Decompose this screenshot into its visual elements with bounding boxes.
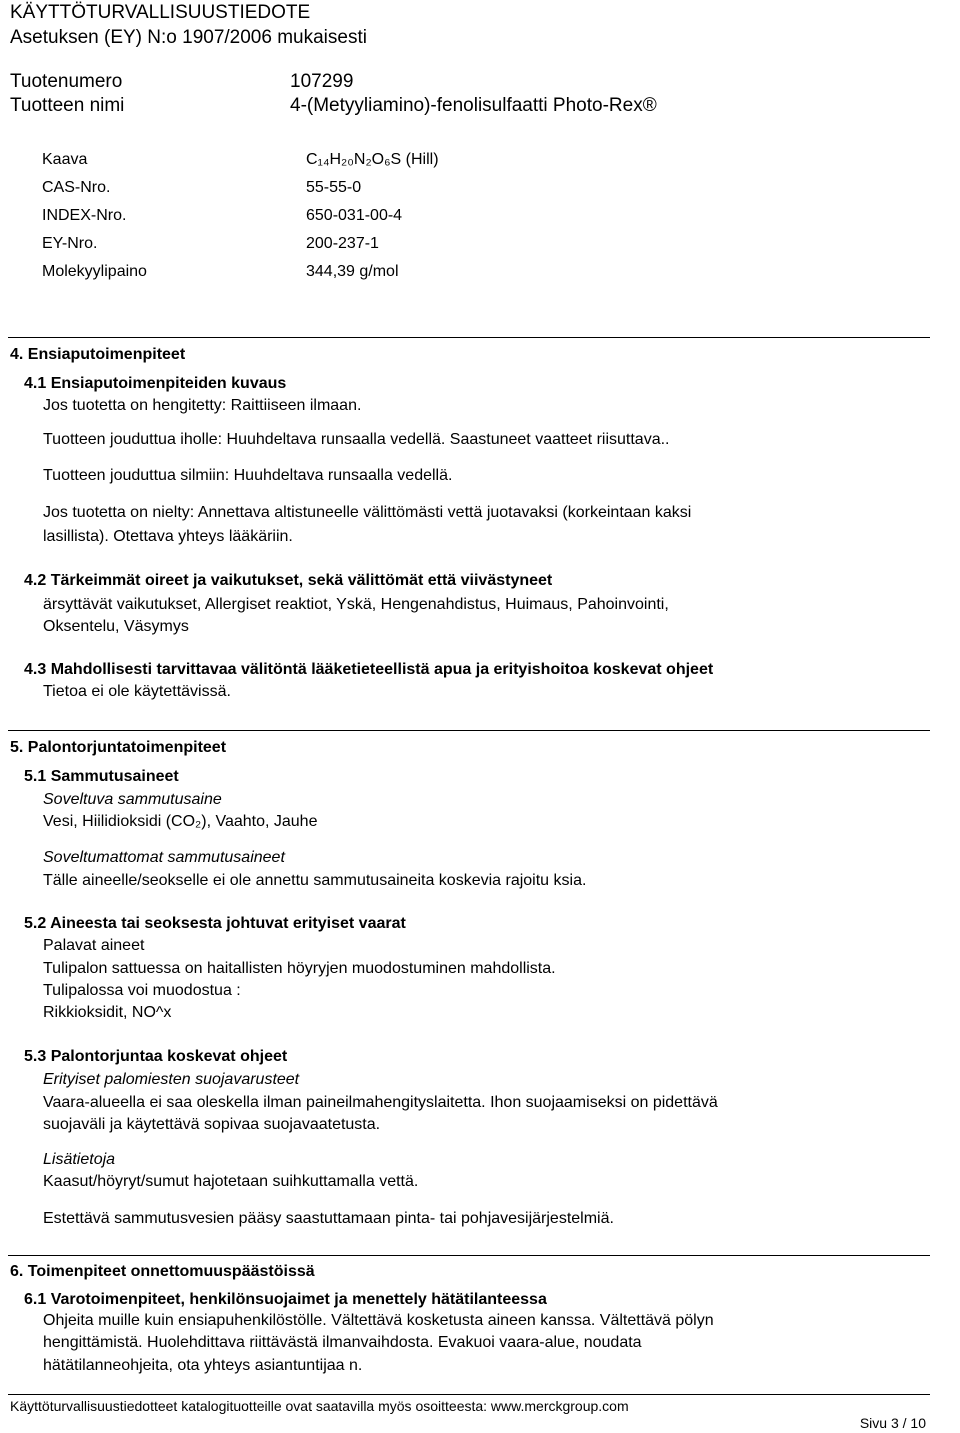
mw-value: 344,39 g/mol	[306, 263, 399, 280]
page-number: Sivu 3 / 10	[859, 1415, 926, 1431]
cas-value: 55-55-0	[306, 179, 362, 196]
suitable-media-label: Soveltuva sammutusaine	[43, 791, 222, 808]
section-5-title: 5. Palontorjuntatoimenpiteet	[10, 739, 227, 756]
s4-inhalation: Jos tuotetta on hengitetty: Raittiiseen ilmaan.	[43, 397, 362, 414]
further-info-label: Lisätietoja	[43, 1151, 116, 1168]
section-5-1-title: 5.1 Sammutusaineet	[24, 768, 179, 785]
s6-1-line-1: Ohjeita muille kuin ensiapuhenkilöstölle. Vältettävä kosketusta aineen kanssa. Vältettävä pölyn	[43, 1312, 714, 1329]
s5-2-line-3: Tulipalossa voi muodostua :	[43, 982, 241, 999]
unsuitable-media-text: Tälle aineelle/seokselle ei ole annettu sammutusaineita koskevia rajoitu ksia.	[43, 872, 587, 889]
ppe-line-1: Vaara-alueella ei saa oleskella ilman paineilmahengityslaitetta. Ihon suojaamiseksi on pidettävä	[43, 1094, 718, 1111]
cas-label: CAS-Nro.	[42, 179, 111, 196]
s4-2-text-2: Oksentelu, Väsymys	[43, 618, 189, 635]
unsuitable-media-label: Soveltumattomat sammutusaineet	[43, 849, 285, 866]
index-label: INDEX-Nro.	[42, 207, 127, 224]
suitable-media-text: Vesi, Hiilidioksidi (CO₂), Vaahto, Jauhe	[43, 813, 318, 830]
section-4-rule	[8, 337, 930, 338]
section-6-rule	[8, 1255, 930, 1256]
formula-label: Kaava	[42, 151, 88, 168]
index-value: 650-031-00-4	[306, 207, 403, 224]
s4-skin: Tuotteen jouduttua iholle: Huuhdeltava runsaalla vedellä. Saastuneet vaatteet riisuttava..	[43, 431, 670, 448]
further-info-line-2: Estettävä sammutusvesien pääsy saastuttamaan pinta- tai pohjavesijärjestelmiä.	[43, 1210, 614, 1227]
section-6-1-title: 6.1 Varotoimenpiteet, henkilönsuojaimet ja menettely hätätilanteessa	[24, 1291, 547, 1308]
s4-2-text-1: ärsyttävät vaikutukset, Allergiset reaktiot, Yskä, Hengenahdistus, Huimaus, Pahoinvointi,	[43, 596, 669, 613]
ppe-line-2: suojaväli ja käytettävä sopivaa suojavaatetusta.	[43, 1116, 381, 1133]
section-6-title: 6. Toimenpiteet onnettomuuspäästöissä	[10, 1263, 315, 1280]
product-number-value: 107299	[290, 71, 354, 92]
ec-value: 200-237-1	[306, 235, 379, 252]
section-4-3-title: 4.3 Mahdollisesti tarvittavaa välitöntä lääketieteellistä apua ja erityishoitoa koskevat ohjeet	[24, 661, 714, 678]
section-4-title: 4. Ensiaputoimenpiteet	[10, 346, 186, 363]
footer-text: Käyttöturvallisuustiedotteet katalogituotteille ovat saatavilla myös osoitteesta: www.merckgroup.com	[10, 1398, 629, 1414]
s5-2-line-2: Tulipalon sattuessa on haitallisten höyryjen muodostuminen mahdollista.	[43, 960, 556, 977]
section-4-2-title: 4.2 Tärkeimmät oireet ja vaikutukset, sekä välittömät että viivästyneet	[24, 572, 553, 589]
footer-rule	[8, 1394, 930, 1395]
formula-value: C₁₄H₂₀N₂O₆S (Hill)	[306, 151, 439, 168]
product-name-label: Tuotteen nimi	[10, 95, 125, 116]
section-5-2-title: 5.2 Aineesta tai seoksesta johtuvat erityiset vaarat	[24, 915, 406, 932]
s4-ingestion-2: lasillista). Otettava yhteys lääkäriin.	[43, 528, 293, 545]
section-5-rule	[8, 730, 930, 731]
s5-2-line-4: Rikkioksidit, NO^x	[43, 1004, 172, 1021]
s5-2-line-1: Palavat aineet	[43, 937, 145, 954]
document-subtitle: Asetuksen (EY) N:o 1907/2006 mukaisesti	[10, 27, 367, 48]
s4-3-text: Tietoa ei ole käytettävissä.	[43, 683, 231, 700]
s4-eyes: Tuotteen jouduttua silmiin: Huuhdeltava runsaalla vedellä.	[43, 467, 453, 484]
further-info-line-1: Kaasut/höyryt/sumut hajotetaan suihkuttamalla vettä.	[43, 1173, 419, 1190]
document-title: KÄYTTÖTURVALLISUUSTIEDOTE	[10, 2, 311, 23]
s6-1-line-2: hengittämistä. Huolehdittava riittävästä ilmanvaihdosta. Evakuoi vaara-alue, noudata	[43, 1334, 642, 1351]
product-number-label: Tuotenumero	[10, 71, 123, 92]
section-5-3-title: 5.3 Palontorjuntaa koskevat ohjeet	[24, 1048, 288, 1065]
mw-label: Molekyylipaino	[42, 263, 147, 280]
ppe-label: Erityiset palomiesten suojavarusteet	[43, 1071, 300, 1088]
ec-label: EY-Nro.	[42, 235, 98, 252]
section-4-1-title: 4.1 Ensiaputoimenpiteiden kuvaus	[24, 375, 287, 392]
product-name-value: 4-(Metyyliamino)-fenolisulfaatti Photo-Rex®	[290, 95, 657, 116]
s6-1-line-3: hätätilanneohjeita, ota yhteys asiantuntijaa n.	[43, 1357, 363, 1374]
s4-ingestion-1: Jos tuotetta on nielty: Annettava altistuneelle välittömästi vettä juotavaksi (korkeintaan kaksi	[43, 504, 692, 521]
